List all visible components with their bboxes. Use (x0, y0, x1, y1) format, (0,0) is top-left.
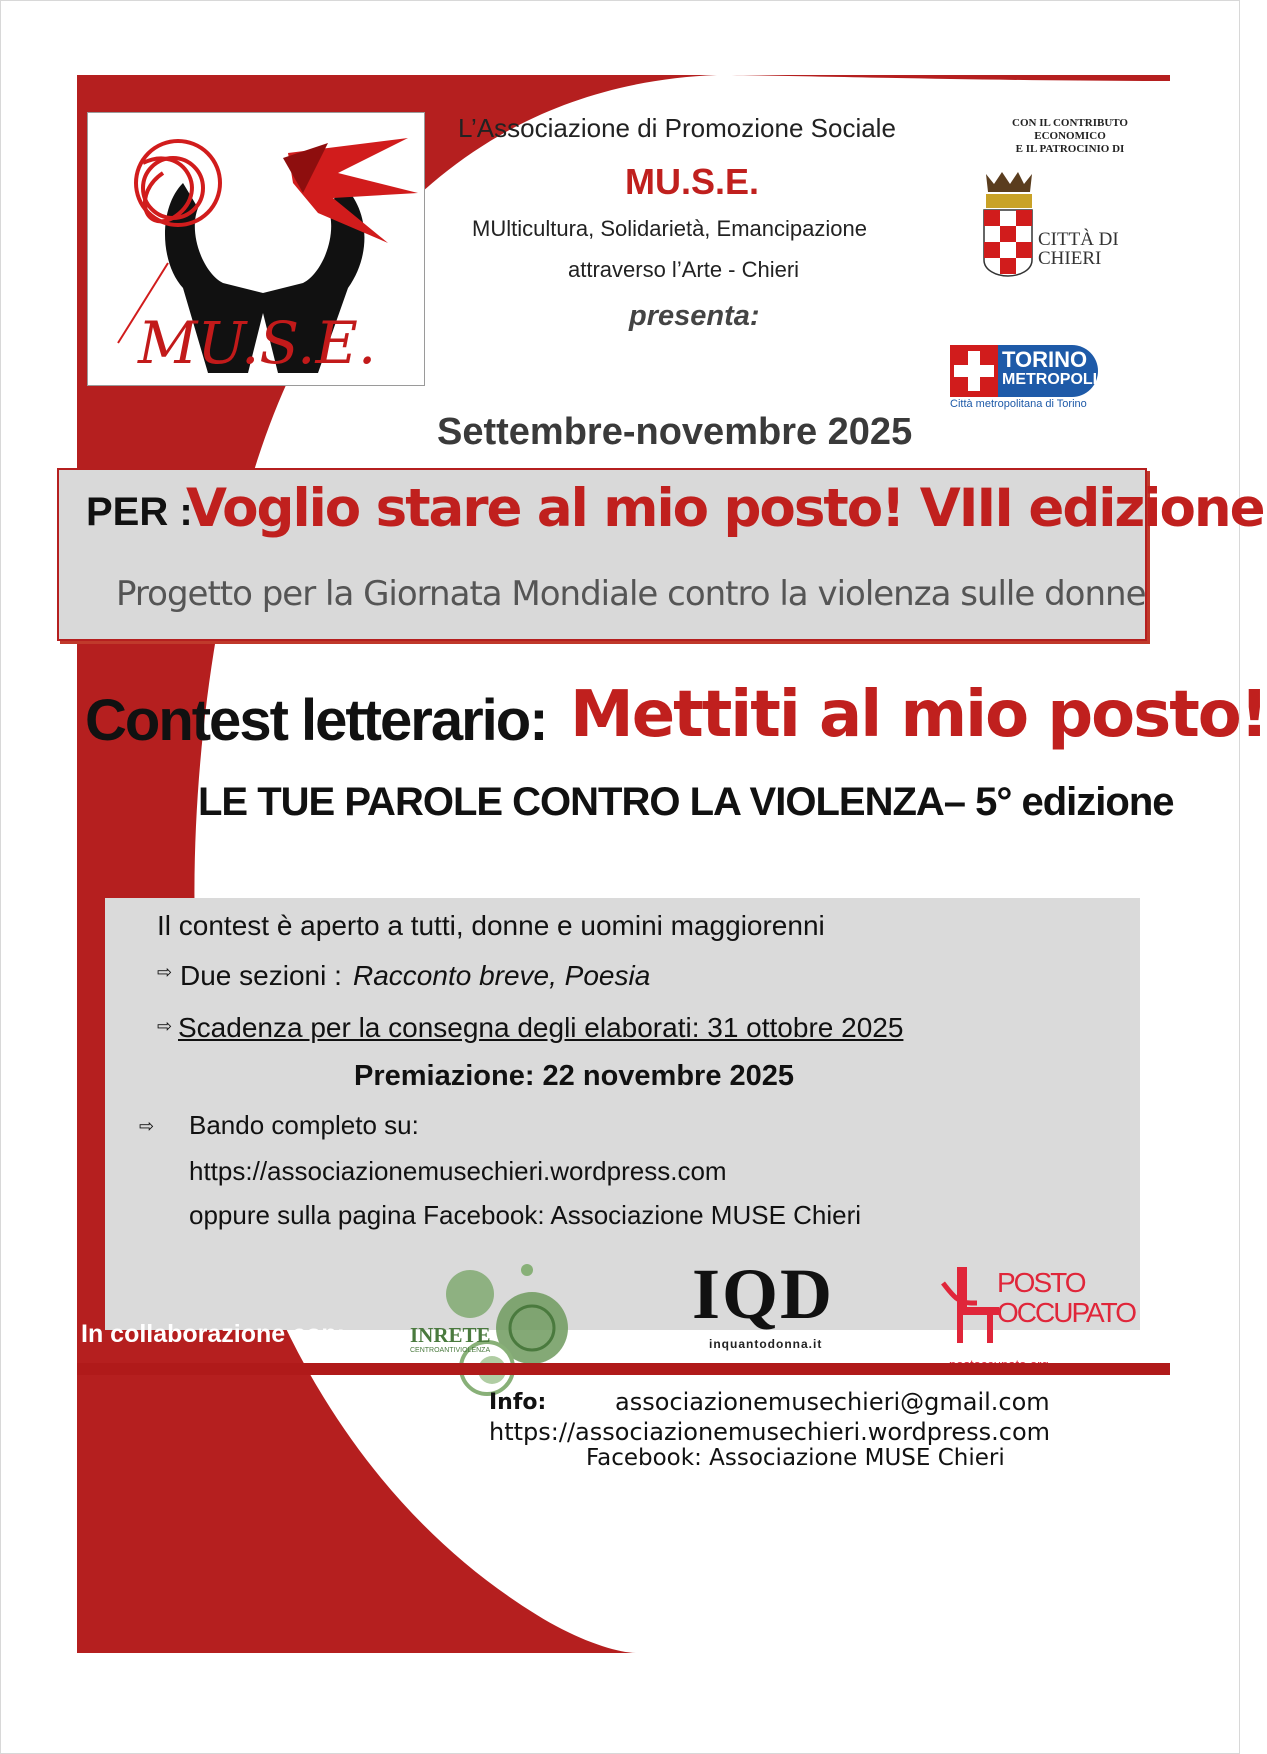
svg-text:MU.S.E.: MU.S.E. (138, 309, 377, 377)
poster (77, 75, 1267, 1653)
chieri-coat-of-arms-icon (980, 170, 1036, 278)
chieri-name-line-1: CITTÀ DI (1038, 229, 1119, 250)
footer-facebook: Facebook: Associazione MUSE Chieri (586, 1445, 1005, 1471)
iqd-logo: IQD (692, 1254, 835, 1334)
muse-logo (87, 112, 425, 386)
contribution-text (1000, 117, 1140, 156)
open-to-text: Il contest è aperto a tutti, donne e uomini maggiorenni (157, 910, 825, 941)
association-subtitle-2: attraverso l’Arte - Chieri (568, 257, 800, 282)
per-label: PER : (86, 490, 193, 534)
muse-logo-art (88, 113, 424, 385)
facebook-line: oppure sulla pagina Facebook: Associazione MUSE Chieri (189, 1200, 862, 1230)
bando-arrow-icon: ⇨ (139, 1116, 155, 1136)
presents-label: presenta: (629, 300, 760, 332)
footer-website-link[interactable]: https://associazionemusechieri.wordpress.com (489, 1418, 1051, 1446)
deadline-arrow-icon: ⇨ (157, 1016, 173, 1036)
inrete-label: INRETE (410, 1323, 491, 1347)
footer-divider (77, 1363, 1170, 1375)
deadline-text: Scadenza per la consegna degli elaborati: 31 ottobre 2025 (178, 1012, 904, 1043)
contribution-line-2: ECONOMICO (1034, 130, 1106, 142)
sponsor-logos (950, 117, 1140, 410)
project-box (57, 468, 1264, 641)
sections-value: Racconto breve, Poesia (353, 960, 651, 991)
bando-label: Bando completo su: (189, 1110, 419, 1140)
occupato-label: OCCUPATO (997, 1297, 1136, 1328)
contest-title: Mettiti al mio posto! (570, 678, 1267, 752)
bando-url-link[interactable]: https://associazionemusechieri.wordpress.com (189, 1156, 727, 1186)
period-title: Settembre-novembre 2025 (437, 411, 913, 453)
association-line: L’Associazione di Promozione Sociale (458, 113, 896, 143)
metropoli-label: METROPOLI (1002, 371, 1098, 388)
award-date: Premiazione: 22 novembre 2025 (354, 1060, 795, 1092)
torino-caption: Città metropolitana di Torino (950, 398, 1087, 410)
project-subtitle: Progetto per la Giornata Mondiale contro la violenza sulle donne (116, 574, 1146, 614)
torino-label: TORINO (1002, 347, 1088, 372)
inrete-sub-label: CENTROANTIVIOLENZA (410, 1347, 491, 1354)
contribution-line-1: CON IL CONTRIBUTO (1012, 117, 1128, 129)
footer-email-link[interactable]: associazionemusechieri@gmail.com (615, 1388, 1050, 1416)
contribution-line-3: E IL PATROCINIO DI (1015, 143, 1125, 155)
association-subtitle-1: MUlticultura, Solidarietà, Emancipazione (472, 216, 867, 241)
iqd-site: inquantodonna.it (709, 1337, 823, 1351)
sections-arrow-icon: ⇨ (157, 962, 173, 982)
sections-label: Due sezioni : (180, 960, 342, 991)
posto-label: POSTO (997, 1267, 1085, 1298)
collaboration-label: In collaborazione con: (81, 1320, 345, 1348)
project-title: Voglio stare al mio posto! VIII edizione (186, 478, 1264, 539)
chieri-name-line-2: CHIERI (1038, 248, 1102, 269)
contest-tagline: LE TUE PAROLE CONTRO LA VIOLENZA– 5° edizione (198, 780, 1174, 824)
association-name: MU.S.E. (625, 161, 760, 202)
chieri-name (1038, 230, 1119, 268)
contest-label: Contest letterario: (85, 688, 547, 753)
info-label: Info: (489, 1390, 547, 1415)
